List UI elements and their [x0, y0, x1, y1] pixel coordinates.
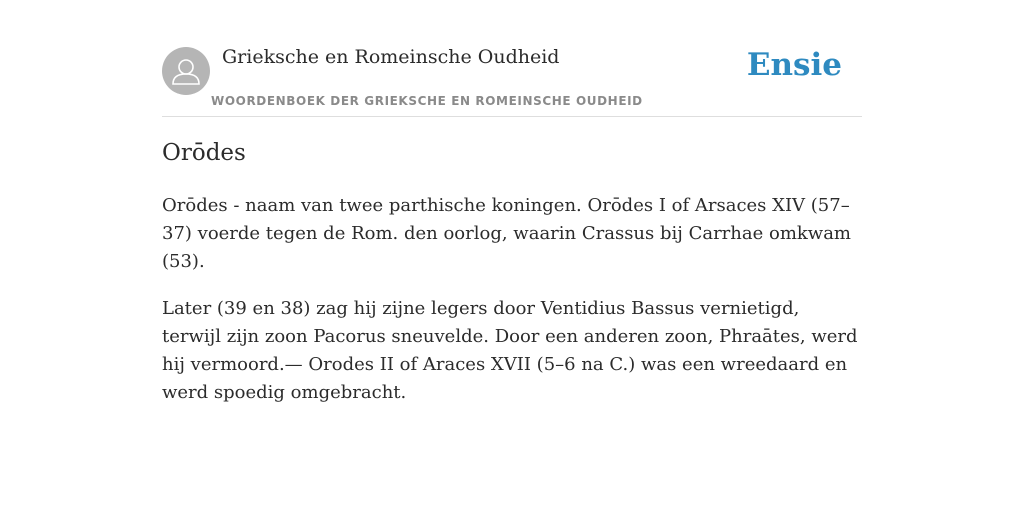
ensie-logo[interactable]: Ensie — [746, 47, 842, 83]
entry-body — [162, 192, 862, 426]
site-header — [162, 0, 862, 117]
user-icon[interactable] — [162, 47, 210, 95]
page-content — [162, 0, 862, 403]
site-title[interactable]: Grieksche en Romeinsche Oudheid — [222, 46, 560, 68]
entry-paragraph-1: Orōdes - naam van twee parthische koningen. Orōdes I of Arsaces XIV (57–37) voerde tegen de Rom. den oorlog, waarin Crassus bij Carrhae omkwam (53). — [162, 195, 852, 272]
entry-title: Orōdes — [162, 140, 246, 166]
entry-paragraph-2: Later (39 en 38) zag hij zijne legers door Ventidius Bassus vernietigd, terwijl zijn zoon Pacorus sneuvelde. Door een anderen zoon, Phraātes, werd hij vermoord.— Orodes II of Araces XVII (5–6 na C.) was een wreedaard en werd spoedig omgebracht. — [162, 298, 858, 403]
site-subtitle: WOORDENBOEK DER GRIEKSCHE EN ROMEINSCHE OUDHEID — [211, 94, 643, 108]
